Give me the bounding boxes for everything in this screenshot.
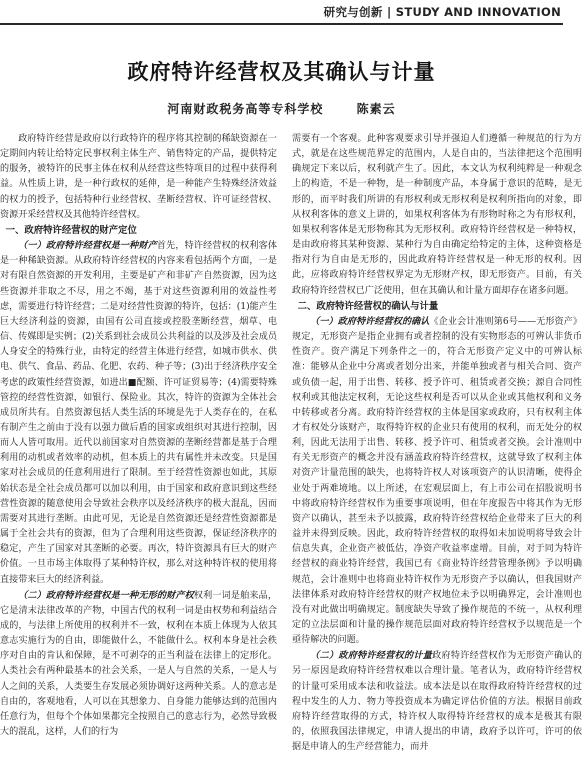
subsection-paragraph-4 — [292, 648, 582, 755]
subsection-paragraph-2 — [0, 588, 277, 741]
author-institution: 河南财政税务高等专科学校 — [167, 102, 324, 116]
continued-paragraph: 需要有一个客观。此种客观要求引导并强迫人们遵循一种规范的行为方式，就是在这些规范界定的范围内，人是自由的，当法律把这个范围明确规定下来以后，权利就产生了。因此，本文认为权利纯粹是一种观念上的构造，不是一种物，是一种制度产品，本身属于意识的范畴，是无形的，而平时我们所讲的有形权利或无形权利是权利所指向的对象，即从权利客体的意义上讲的，如果权利客体为有形物时称之为有形权利，如果权利客体是无形物称其为无形权利。政府特许经营权是一种特权，是由政府将其某种资源、某种行为自由确定给特定的主体，这种资格是指对行为自由是无形的，因此政府特许经营权是一种无形的权利。因此，应将政府特许经营权界定为无形财产权，即无形资产。目前，有关政府特许经营权已广泛使用，但在其确认和计量方面却存在诸多问题。 — [292, 134, 582, 296]
article-title: 政府特许经营权及其确认与计量 — [127, 60, 436, 84]
body-text: 《企业会计准则第6号——无形资产》规定，无形资产是指企业拥有或者控制的没有实物形态的可辨认非货币性资产。资产满足下列条件之一的，符合无形资产定义中的可辨认标准：能够从企业中分离或者划分出来，并能单独或者与相关合同、资产或负债一起，用于出售、转移、授予许可、租赁或者交换；源自合同性权利或其他法定权利，无论这些权利是否可以从企业或其他权利和义务中转移或者分离。政府特许经营权的主体是国家或政府，只有权利主体才有权处分该财产，取得特许权的企业只有使用的权利，而无处分的权利，因此无法用于出售、转移、授予许可、租赁或者交换。会计准则中有关无形资产的概念并没有涵盖政府特许经营权，这就导致了权利主体对资产计量范围的缺失，也将特许权人对该项资产的认识清晰，使得企业处于两难境地。以上所述，在宏观层面上，有上市公司在招股说明书中将政府特许经营权作为重要事项说明，但在年度报告中将其作为无形资产以确认，甚至未予以披露，政府特许经营权给企业带来了巨大的利益并未得到反映。因此，政府特许经营权的取得如未加说明将导致会计信息失真，企业资产被低估，净资产收益率虚增。目前，对于同为特许经营权的商业特许经营，我国已有《商业特许经营管理条例》予以明确规范，会计准则中也将商业特许权作为无形资产予以确认，但我国财产法律体系对政府特许经营权的财产权地位未予以明确界定，会计准则也没有对此做出明确规定。制度缺失导致了操作规范的不统一，从权利理定的立法层面和计量的操作规范层面对政府特许经营权予以规范是一个亟待解决的问题。 — [292, 316, 582, 646]
body-text: 政府特许经营权作为无形资产确认的另一原因是政府特许经营权难以合理计量。笔者认为，政府特许经营权的计量可采用成本法和收益法。成本法是以在取得政府特许经营权的过程中发生的人力、物力等投资成本为确定评估价值的方法。根据目前政府特许经营取得的方式，特许权人取得特许经营权的成本是极其有限的，依照我国法律规定，申请人提出的申请，政府予以许可，许可的依据是申请人的生产经营能力，而并 — [292, 651, 582, 753]
subsection-paragraph-3 — [292, 314, 582, 648]
intro-paragraph: 政府特许经营是政府以行政特许的程序将其控制的稀缺资源在一定期间内转让给特定民事权利主体生产、销售特定的产品，提供特定的服务，被特许的民事主体在权利从经营这些特项目的过程中获得利益。从性质上讲，是一种行政权的延伸，是一种能产生特殊经济效益的权力的授予，包括特种行业经营权、垄断经营权、许可证经营权、资源开采经营权及其他特许经营权。 — [0, 134, 277, 220]
body-text: 权利一词是舶来品，它是清末法律改革的产物，中国古代的权利一词是由权势和利益结合成的，与法律上所使用的权利并不一致，权利在本质上体现为人依其意志实施行为的自由，即能做什么，不能做什么。权利本身是社会秩序对自由的肯认和保障，是不可剥夺的正当利益在法律上的定形化。人类社会有两种最基本的社会关系，一是人与自然的关系，一是人与人之间的关系，人类要生存发展必须协调好这两种关系。人的意志是自由的，客观地看，人可以在其想象力、自身能力能够达到的范围内任意行为，但每个个体如果都完全按照自己的意志行为，必然导致极大的混乱，这样，人们的行为 — [0, 590, 277, 738]
section-heading-2: 二、政府特许经营权的确认与计量 — [297, 300, 439, 312]
subsection-title-4: （二）政府特许经营权的计量 — [310, 650, 433, 662]
body-text: 首先，特许经营权的权利客体是一种稀缺资源。从政府特许经营权的内容来看包括两个方面，一是对有限自然资源的开发利用，主要是矿产和非矿产自然资源，因为这些资源并非取之不尽，用之不竭，基于对这些资源利用的效益性考虑，需要进行特许经营；二是对经营性资源的特许，包括：(1)能产生巨大经济利益的资源，由国有公司直接或控股垄断经营，烟草、电信、传媒即是实例；(2)关系到社会成员公共利益的以及涉及社会成员人身安全的特殊行业，由特定的经营主体进行经营，如城市供水、供电、供气、食品、药品、化肥、农药、种子等；(3)出于经济秩序安全考虑的政策性经营资源，如进出■配额、许可证贸易等；(4)需要特殊管控的经营性资源，如银行、保险业。其次，特许的资源为全体社会成员所共有。自然资源包括人类生活的环境是先于人类存在的，在私有制产生之前由于没有以强力做后盾的国家或组织对其进行控制，因而人人皆可取用。近代以前国家对自然资源的垄断经营都是基于合理利用的动机或者效率的动机，但本质上的共有属性并未改变。只是国家对社会成员的任意利用进行了限制。至于经营性资源也如此，其原始状态是全社会成员都可以加以利用，由于国家和政府意识到这些经营性资源的随意使用会导致社会秩序以及经济秩序的极大混乱，因而需要对其进行垄断。由此可见，无论是自然资源还是经营性资源都是属于全社会共有的资源，但为了合理利用这些资源，保证经济秩序的稳定，产生了国家对其垄断的必要。再次，特许资源具有巨大的财产价值。一旦市场主体取得了某种特许权，那么对这种特许权的使用将直接带来巨大的经济利益。 — [0, 241, 277, 585]
subsection-paragraph-1 — [0, 238, 277, 588]
section-label: 研究与创新 | STUDY AND INNOVATION — [316, 4, 563, 22]
left-column — [0, 132, 277, 774]
subsection-title-1: （一）政府特许经营权是一种财产 — [18, 240, 157, 252]
journal-header — [0, 0, 563, 24]
section-heading-1: 一、政府特许经营权的财产定位 — [5, 224, 137, 236]
subsection-title-3: （一）政府特许经营权的确认 — [310, 315, 430, 327]
author-name: 陈素云 — [356, 102, 396, 116]
byline — [0, 100, 563, 117]
header-rule — [0, 23, 563, 25]
subsection-title-2: （二）政府特许经营权是一种无形的财产权 — [18, 589, 194, 601]
right-column — [292, 132, 582, 774]
